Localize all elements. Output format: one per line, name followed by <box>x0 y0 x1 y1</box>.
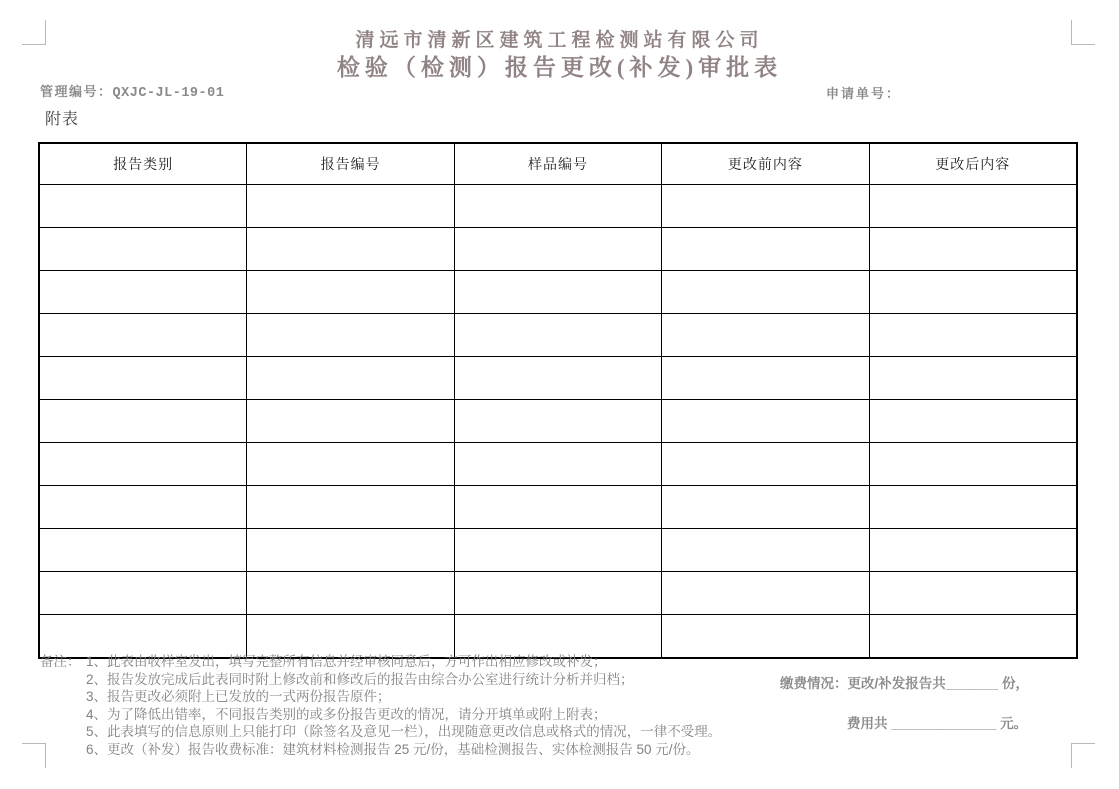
table-row <box>39 572 1077 615</box>
application-number-label: 申请单号： <box>826 86 902 101</box>
table-cell[interactable] <box>39 357 247 400</box>
table-cell[interactable] <box>247 400 454 443</box>
table-cell[interactable] <box>247 314 454 357</box>
table-row <box>39 443 1077 486</box>
table-cell[interactable] <box>247 615 454 659</box>
column-header-4: 更改前内容 <box>662 143 869 185</box>
management-number-label: 管理编号： <box>40 84 113 99</box>
crop-mark-bottom-right <box>1071 743 1095 768</box>
table-cell[interactable] <box>454 572 661 615</box>
table-row <box>39 271 1077 314</box>
table-row <box>39 228 1077 271</box>
table-cell[interactable] <box>869 185 1077 228</box>
table-cell[interactable] <box>662 529 869 572</box>
table-cell[interactable] <box>454 529 661 572</box>
management-number-value: QXJC-JL-19-01 <box>112 86 225 101</box>
table-cell[interactable] <box>454 228 661 271</box>
table-row <box>39 486 1077 529</box>
table-cell[interactable] <box>869 357 1077 400</box>
management-number <box>40 81 224 101</box>
table-cell[interactable] <box>454 357 661 400</box>
table-cell[interactable] <box>39 486 247 529</box>
table-cell[interactable] <box>454 314 661 357</box>
table-cell[interactable] <box>662 314 869 357</box>
table-cell[interactable] <box>247 185 454 228</box>
table-cell[interactable] <box>662 486 869 529</box>
payment-line-1 <box>780 672 1029 692</box>
table-cell[interactable] <box>869 400 1077 443</box>
table-cell[interactable] <box>454 271 661 314</box>
table-header-row <box>39 143 1077 185</box>
table-row <box>39 314 1077 357</box>
table-cell[interactable] <box>662 400 869 443</box>
table-cell[interactable] <box>454 400 661 443</box>
table-row <box>39 185 1077 228</box>
table-cell[interactable] <box>39 185 247 228</box>
table-cell[interactable] <box>869 529 1077 572</box>
table-row <box>39 400 1077 443</box>
table-cell[interactable] <box>247 572 454 615</box>
table-cell[interactable] <box>39 572 247 615</box>
table-cell[interactable] <box>869 443 1077 486</box>
table-cell[interactable] <box>39 615 247 659</box>
table-cell[interactable] <box>869 486 1077 529</box>
column-header-1: 报告类别 <box>39 143 247 185</box>
table-cell[interactable] <box>247 529 454 572</box>
notes-label: 备注： <box>40 654 81 669</box>
company-name: 清远市清新区建筑工程检测站有限公司 <box>355 30 764 51</box>
note-item: 6、更改（补发）报告收费标准：建筑材料检测报告 25 元/份，基础检测报告、实体检测报告 50 元/份。 <box>86 741 700 757</box>
note-item: 4、为了降低出错率，不同报告类别的或多份报告更改的情况，请分开填单或附上附表； <box>86 706 607 722</box>
table-cell[interactable] <box>39 314 247 357</box>
table-cell[interactable] <box>662 271 869 314</box>
table-cell[interactable] <box>454 486 661 529</box>
table-cell[interactable] <box>869 228 1077 271</box>
table-cell[interactable] <box>662 443 869 486</box>
note-item: 5、此表填写的信息原则上只能打印（除签名及意见一栏），出现随意更改信息或格式的情况，一律不受理。 <box>86 724 722 740</box>
table-cell[interactable] <box>247 228 454 271</box>
table-cell[interactable] <box>39 400 247 443</box>
table-cell[interactable] <box>39 271 247 314</box>
table-cell[interactable] <box>454 185 661 228</box>
table-cell[interactable] <box>662 357 869 400</box>
table-cell[interactable] <box>869 271 1077 314</box>
note-item: 2、报告发放完成后此表同时附上修改前和修改后的报告由综合办公室进行统计分析并归档； <box>86 671 634 687</box>
table-body <box>39 185 1077 659</box>
table-cell[interactable] <box>662 572 869 615</box>
table-row <box>39 529 1077 572</box>
payment-count-text: 更改/补发报告共_______ 份， <box>847 676 1030 691</box>
column-header-2: 报告编号 <box>247 143 454 185</box>
table-cell[interactable] <box>869 314 1077 357</box>
table-cell[interactable] <box>247 443 454 486</box>
payment-label: 缴费情况： <box>780 676 848 691</box>
table-cell[interactable] <box>662 228 869 271</box>
report-change-table <box>38 142 1078 659</box>
note-item: 3、报告更改必须附上已发放的一式两份报告原件； <box>86 689 391 705</box>
document-title: 检验（检测）报告更改(补发)审批表 <box>336 55 783 80</box>
table-cell[interactable] <box>39 228 247 271</box>
table-cell[interactable] <box>454 615 661 659</box>
table-cell[interactable] <box>39 529 247 572</box>
table-cell[interactable] <box>454 443 661 486</box>
table-cell[interactable] <box>662 185 869 228</box>
table-cell[interactable] <box>247 486 454 529</box>
table-cell[interactable] <box>869 572 1077 615</box>
column-header-3: 样品编号 <box>454 143 661 185</box>
table-cell[interactable] <box>39 443 247 486</box>
table-cell[interactable] <box>662 615 869 659</box>
table-cell[interactable] <box>869 615 1077 659</box>
table-cell[interactable] <box>247 271 454 314</box>
payment-fee-text: 费用共 ______________ 元。 <box>847 716 1028 731</box>
column-header-5: 更改后内容 <box>869 143 1077 185</box>
table-row <box>39 357 1077 400</box>
attachment-label: 附表 <box>45 111 80 128</box>
note-item: 1、此表由收样室发出，填写完整所有信息并经审核同意后，方可作出相应修改或补发； <box>86 654 607 669</box>
notes-items <box>86 653 764 759</box>
table-row <box>39 615 1077 659</box>
notes-section <box>40 653 764 759</box>
table-cell[interactable] <box>247 357 454 400</box>
